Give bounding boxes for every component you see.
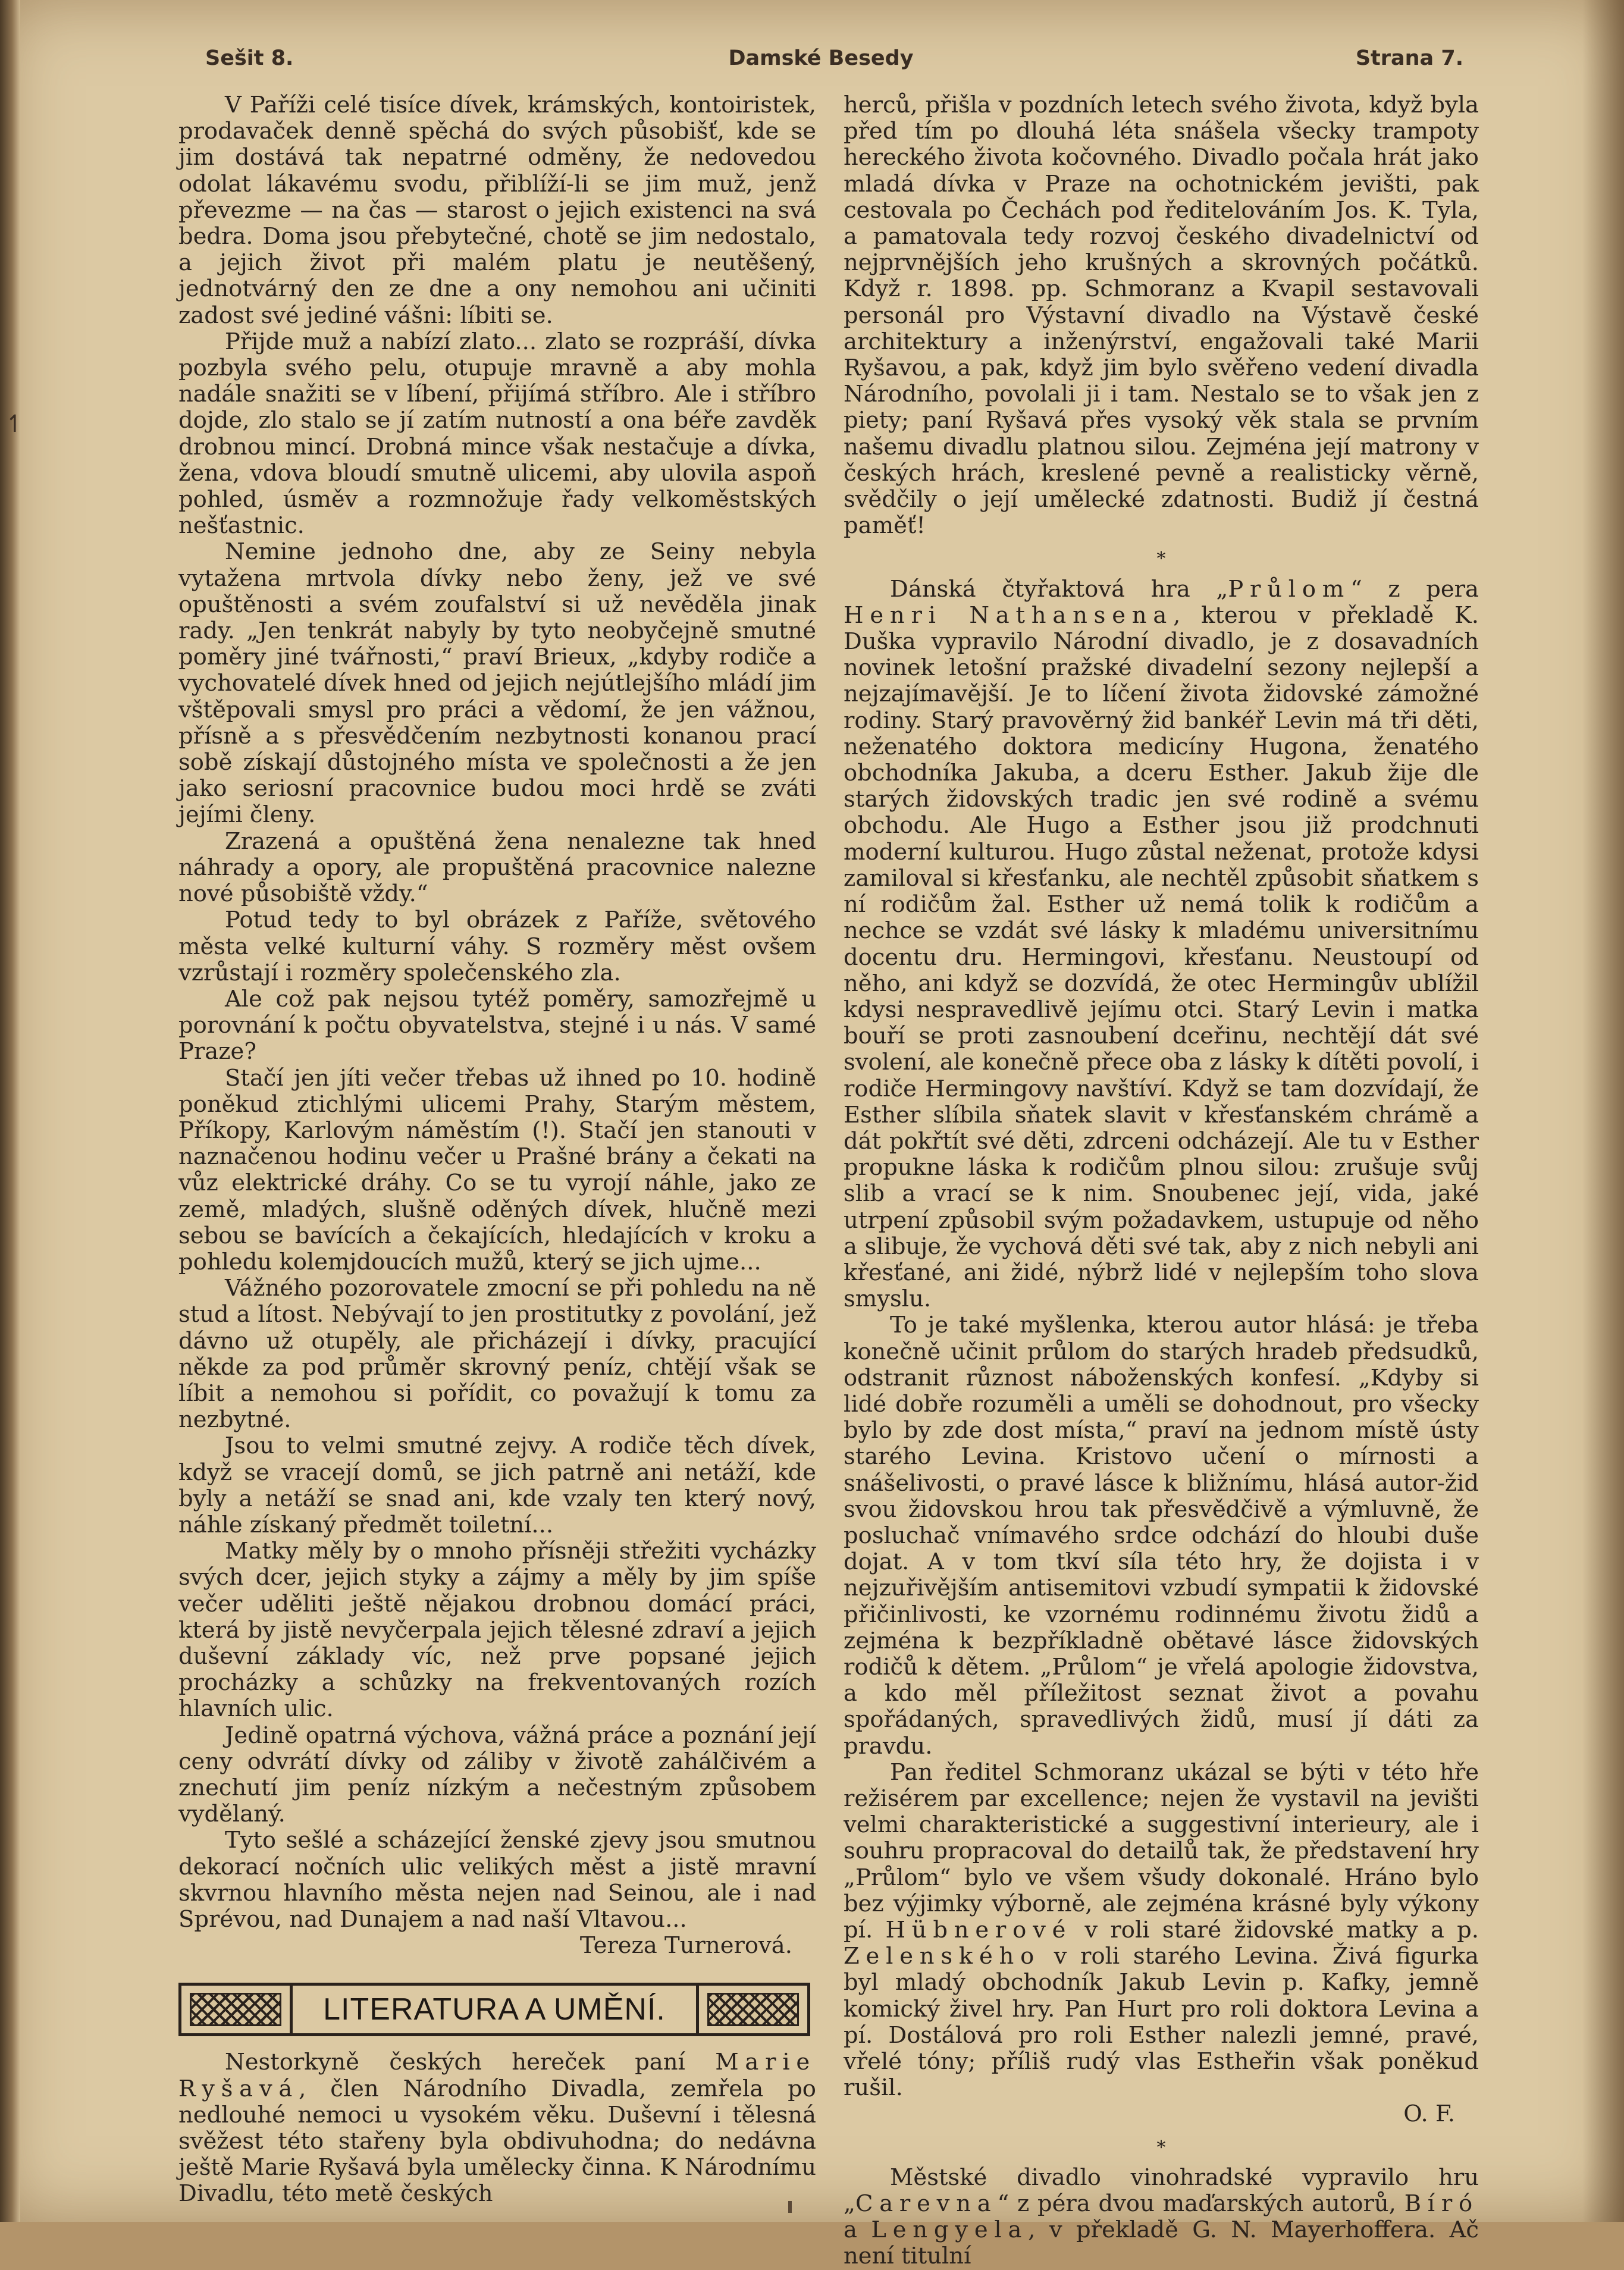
article-paragraph: V Paříži celé tisíce dívek, krámských, kontoiristek, prodavaček denně spěchá do svých působišť, kde se jim dostává tak nepatrné odměny, že nedovedou odolat lákavému svodu, přiblíží-li se jim muž, jenž převezme — na čas — starost o jejich existenci na svá bedra. Doma jsou přebytečné, chotě se jim nedostalo, a jejich život při malém platu je neutěšený, jednotvárný den ze dne a ony nemohou ani učiniti zadost své jediné vášni: líbiti se.: [178, 92, 816, 329]
ornament-left-icon: [190, 1993, 281, 2026]
play-title: Carevna: [855, 2190, 998, 2218]
article-paragraph: Matky měly by o mnoho přísněji střežiti vycházky svých dcer, jejich styky a zájmy a měly by jim spíše večer uděliti ještě nějakou drobnou domácí práci, která by jistě nevyčerpala jejich tělesné zdraví a jejich duševní základy víc, než prve popsané jejich procházky a schůzky na frekventovaných rozích hlavních ulic.: [178, 1538, 816, 1723]
review-paragraph: Dánská čtyřaktová hra „Průlom“ z pera Henri Nathansena, kterou v překladě K. Duška vypravilo Národní divadlo, je z dosavadních novinek letošní pražské divadelní sezony nejlepší a nejzajímavější. Je to líčení života židovské zámožné rodiny. Starý pravověrný žid bankéř Levin má tři děti, neženatého doktora medicíny Hugona, ženatého obchodníka Jakuba, a dceru Esther. Jakub žije dle starých židovských tradic jen své rodině a svému obchodu. Ale Hugo a Esther jsou již prodchnuti moderní kulturou. Hugo zůstal neženat, protože kdysi zamiloval si křesťanku, ale nechtěl způsobit sňatkem s ní rodičům žal. Esther už nemá tolik k rodičům a nechce se vzdát své lásky k mladému universitnímu docentu dru. Hermingovi, křesťanu. Neustoupí od něho, ani když se dozvídá, že otec Hermingův ublížil kdysi nespravedlivě jejímu otci. Starý Levin i matka bouří se proti zasnoubení dceřinu, nechtějí dát své svolení, ale konečně přece oba z lásky k dítěti povolí, i rodiče Hermingovy navštíví. Když se tam dozvídají, že Esther slíbila sňatek slavit v křesťanském chrámě a dát pokřtít své děti, zdrceni odcházejí. Ale tu v Esther propukne láska k rodičům plnou silou: zrušuje svůj slib a vrací se k nim. Snoubenec její, vida, jaké utrpení způsobil svým požadavkem, ustupuje od něho a slibuje, že vychová děti své tak, aby z nich nebyli ani křesťané, ani židé, nýbrž lidé v nejlepším toho slova smyslu.: [844, 575, 1479, 1313]
article-paragraph: Ale což pak nejsou tytéž poměry, samozřejmě u porovnání k počtu obyvatelstva, stejné i u nás. V samé Praze?: [178, 985, 816, 1065]
article-paragraph: Stačí jen jíti večer třebas už ihned po 10. hodině poněkud ztichlými ulicemi Prahy, Starým městem, Příkopy, Karlovým náměstím (!). Stačí jen stanouti v naznačenou hodinu večer u Prašné brány a čekati na vůz elektrické dráhy. Co se tu vyrojí náhle, jako ze země, mladých, slušně oděných dívek, hlučně mezi sebou se bavících a čekajících, hledajících v kroku a pohledu kolemjdoucích mužů, který se jich ujme...: [178, 1064, 816, 1275]
article-paragraph: Jedině opatrná výchova, vážná práce a poznání její ceny odvrátí dívky od záliby v životě zahálčivém a znechutí jim peníz nízkým a nečestným způsobem vydělaný.: [178, 1722, 816, 1828]
left-column: [178, 92, 816, 2208]
article-paragraph: Zrazená a opuštěná žena nenalezne tak hned náhrady a opory, ale propuštěná pracovnice nalezne nové působiště vždy.“: [178, 827, 816, 908]
issue-number: Sešit 8.: [205, 46, 294, 70]
running-header: [178, 42, 1463, 77]
article-paragraph: Tyto sešlé a scházející ženské zjevy jsou smutnou dekorací nočních ulic velikých měst a jistě mravní skvrnou hlavního města nejen nad Seinou, ale i nad Sprévou, nad Dunajem a nad naší Vltavou...: [178, 1827, 816, 1933]
print-mark: [788, 2201, 792, 2213]
section-separator: *: [1156, 2137, 1166, 2158]
play-author: Bíró: [1404, 2190, 1479, 2218]
magazine-title: Damské Besedy: [728, 46, 914, 70]
obituary-paragraph: Nestorkyně českých hereček paní Marie Ryšavá, člen Národního Divadla, zemřela po nedlouhé nemoci u vysokém věku. Duševní i tělesná svěžest této stařeny byla obdivuhodna; do nedávna ještě Marie Ryšavá byla umělecky činna. K Národnímu Divadlu, této metě českých: [178, 2049, 816, 2208]
actress-name: Marie Ryšavá: [178, 2049, 816, 2102]
obituary-continuation: herců, přišla v pozdních letech svého života, když byla před tím po dlouhá léta snášela všecky trampoty hereckého života kočovného. Divadlo počala hrát jako mladá dívka v Praze na ochotnickém jevišti, pak cestovala po Čechách pod ředitelováním Jos. K. Tyla, a pamatovala tedy rozvoj českého divadelnictví od nejprvnějších jeho krušných a skrovných počátků. Když r. 1898. pp. Schmoranz a Kvapil sestavovali personál pro Výstavní divadlo na Výstavě české architektury a inženýrství, engažovali také Marii Ryšavou, a pak, když jim bylo svěřeno vedení divadla Národního, povolali ji i tam. Nestalo se to však jen z piety; paní Ryšavá přes vysoký věk stala se prvním našemu divadlu platnou silou. Zejména její matrony v českých hrách, kreslené pevně a realisticky věrně, svědčily o její umělecké zdatnosti. Budiž jí čestná paměť!: [844, 92, 1479, 540]
actor-name: Zelenského: [844, 1943, 1041, 1970]
section-banner: [178, 1983, 810, 2036]
margin-mark: ↿: [5, 410, 25, 438]
section-title: LITERATURA A UMĚNÍ.: [290, 1986, 699, 2033]
review-paragraph: Pan ředitel Schmoranz ukázal se býti v této hře režisérem par excellence; nejen že vystavil na jevišti velmi charakteristické a suggestivní interieury, ale i souhru propracoval do detailů tak, že představení hry „Průlom“ bylo ve všem všudy dokonalé. Hráno bylo bez výjimky výborně, ale zejména krásné byly výkony pí. Hübnerové v roli staré židovské matky a p. Zelenského v roli starého Levina. Živá figurka byl mladý obchodník Jakub Levin p. Kafky, jemně komický živel hry. Pan Hurt pro roli doktora Levina a pí. Dostálová pro roli Esther nalezli jemné, pravé, vřelé tóny; příliš rudý vlas Estheřin však poněkud rušil.: [844, 1758, 1479, 2102]
play-author: Lengyela: [871, 2216, 1029, 2244]
ornament-right-icon: [707, 1993, 799, 2026]
play-title: Průlom: [1228, 575, 1351, 603]
article-paragraph: Nemine jednoho dne, aby ze Seiny nebyla vytažena mrtvola dívky nebo ženy, jež ve své opuštěnosti a svém zoufalství si už nevěděla jinak rady. „Jen tenkrát nabyly by tyto neobyčejně smutné poměry jiné tvářnosti,“ praví Brieux, „kdyby rodiče a vychovatelé dívek hned od jejich nejútlejšího mládí jim vštěpovali smysl pro práci a vědomí, že jen vážnou, přísně a s přesvědčením nezbytnosti konanou prací sobě získají důstojného místa ve společnosti a že jen jako seriosní pracovnice budou moci hrdě se zváti jejími členy.: [178, 538, 816, 829]
page-number: Strana 7.: [1355, 46, 1463, 70]
play-author: Henri Nathansena: [844, 601, 1174, 629]
article-paragraph: Vážného pozorovatele zmocní se při pohledu na ně stud a lítost. Nebývají to jen prostitutky z povolání, jež dávno už otupěly, ale přicházejí i dívky, pracující někde za pod průměr skrovný peníz, chtějí však se líbit a nemohou si pořídit, co považují k tomu za nezbytné.: [178, 1275, 816, 1434]
page-edge-shadow: [1582, 0, 1624, 2222]
review-paragraph: To je také myšlenka, kterou autor hlásá: je třeba konečně učinit průlom do starých hradeb předsudků, odstranit různost náboženských konfesí. „Kdyby si lidé dobře rozuměli a uměli se dohodnout, pro všecky bylo by zde dost místa,“ praví na jednom místě ústy starého Levina. Kristovo učení o mírnosti a snášelivosti, o pravé lásce k bližnímu, hlásá autor-žid svou židovskou hrou tak přesvědčivě a výmluvně, že posluchač vnímavého srdce odchází do hloubi duše dojat. A v tom tkví síla této hry, že dojista i v nejzuřivějším antisemitovi vzbudí sympatii k židovské přičinlivosti, ke vzornému rodinnému životu židů a zejména k bezpříkladně obětavé lásce židovských rodičů k dětem. „Průlom“ je vřelá apologie židovstva, a kdo měl příležitost seznat život a povahu spořádaných, spravedlivých židů, musí jí dáti za pravdu.: [844, 1312, 1479, 1760]
section-separator: *: [1156, 548, 1166, 570]
article-paragraph: Jsou to velmi smutné zejvy. A rodiče těch dívek, když se vracejí domů, se jich patrně ani netáží, kde byly a netáží se snad ani, kde vzaly ten který nový, náhle získaný předmět toiletní...: [178, 1432, 816, 1538]
right-column: [844, 92, 1479, 2270]
review-signature: O. F.: [1403, 2100, 1455, 2128]
article-paragraph: Přijde muž a nabízí zlato... zlato se rozpráší, dívka pozbyla svého pelu, otupuje mravně a aby mohla nadále snažiti se v líbení, přijímá stříbro. Ale i stříbro dojde, zlo stalo se jí zatím nutností a ona béře zavděk drobnou mincí. Drobná mince však nestačuje a dívka, žena, vdova bloudí smutně ulicemi, aby ulovila aspoň pohled, úsměv a rozmnožuje řady velkoměstských nešťastnic.: [178, 328, 816, 540]
article-paragraph: Potud tedy to byl obrázek z Paříže, světového města velké kulturní váhy. S rozměry měst ovšem vzrůstají i rozměry společenského zla.: [178, 907, 816, 986]
article-signature: Tereza Turnerová.: [579, 1932, 792, 1959]
review-paragraph: Městské divadlo vinohradské vypravilo hru „Carevna“ z péra dvou maďarských autorů, Bíró a Lengyela, v překladě G. N. Mayerhoffera. Ač není titulní: [844, 2164, 1479, 2270]
binding-spine: [0, 0, 20, 2222]
actor-name: Hübnerové: [885, 1917, 1073, 1944]
